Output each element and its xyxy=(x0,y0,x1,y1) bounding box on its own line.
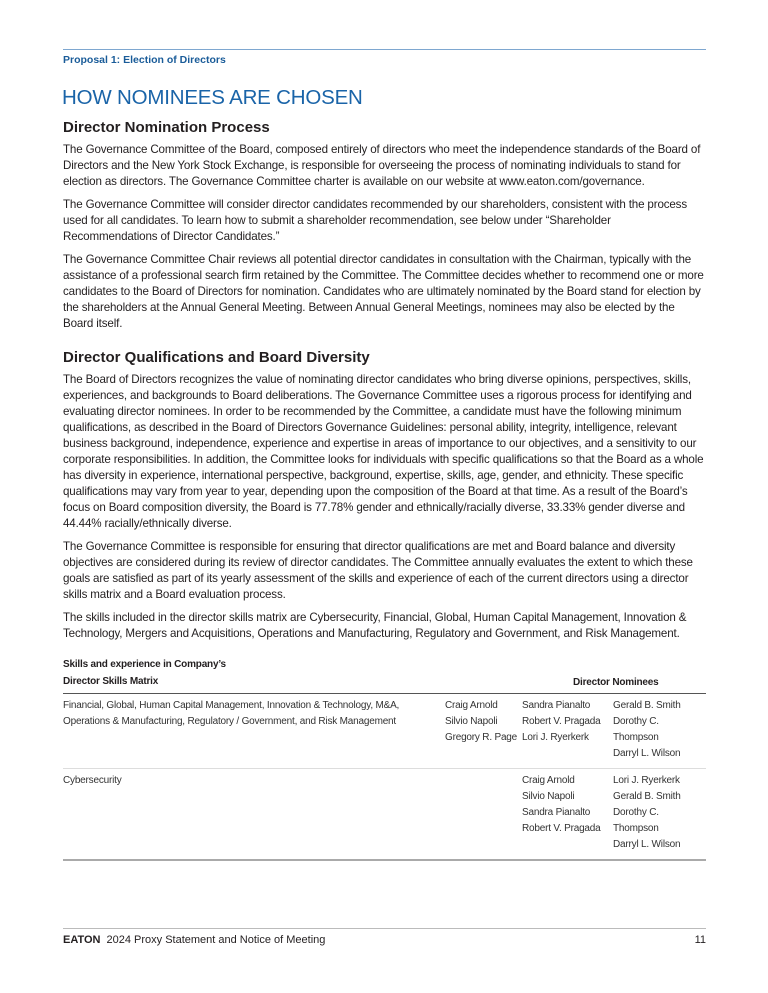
skills-matrix-table xyxy=(63,656,706,861)
nominee-name: Sandra Pianalto xyxy=(522,807,591,818)
paragraph: The Governance Committee of the Board, composed entirely of directors who meet the independence standards of the Board of Directors and the New York Stock Exchange, is responsible for overseeing the process of nominating individuals to stand for election as directors. The Governance Committee charter is available on our website at www.eaton.com/governance. xyxy=(63,143,701,188)
paragraph: The skills included in the director skills matrix are Cybersecurity, Financial, Global, Human Capital Management, Innovation & Technology, Mergers and Acquisitions, Operations and Manufacturing, Regulatory and Government, and Risk Management. xyxy=(63,611,687,640)
nominee-name: Dorothy C. Thompson xyxy=(613,716,659,743)
section-heading: Director Nomination Process xyxy=(63,119,270,136)
column-header-skills-1: Skills and experience in Company’s xyxy=(63,659,226,670)
column-header-nominees: Director Nominees xyxy=(573,677,659,688)
nominee-name: Silvio Napoli xyxy=(522,791,575,802)
paragraph: The Governance Committee will consider director candidates recommended by our shareholders, consistent with the process used for all candidates. To learn how to submit a shareholder recommendation, see below under “Shareholder Recommendations of Director Candidates.” xyxy=(63,198,687,243)
nominee-column xyxy=(613,698,706,762)
skills-cell: Cybersecurity xyxy=(63,775,122,786)
nominee-name: Darryl L. Wilson xyxy=(613,839,681,850)
footer-text: 2024 Proxy Statement and Notice of Meeting xyxy=(106,934,326,946)
skills-cell: Financial, Global, Human Capital Management, Innovation & Technology, M&A, Operations & Manufacturing, Regulatory / Government, and Risk Management xyxy=(63,700,400,727)
header-rule xyxy=(63,49,706,50)
nominee-name: Darryl L. Wilson xyxy=(613,748,681,759)
footer-rule xyxy=(63,928,706,929)
nominee-column xyxy=(445,698,522,762)
column-header-skills-2: Director Skills Matrix xyxy=(63,676,159,687)
page-footer xyxy=(63,934,706,946)
body-content xyxy=(63,118,706,649)
nominee-column xyxy=(445,773,522,853)
paragraph: The Governance Committee is responsible for ensuring that director qualifications are met and Board balance and diversity objectives are considered during its review of director candidates. The Committee annually evaluates the extent to which these goals are satisfied as part of its yearly assessment of the skills and experience of each of the current directors using a director skills matrix and a Board evaluation process. xyxy=(63,540,693,601)
page-number: 11 xyxy=(694,934,706,946)
paragraph: The Governance Committee Chair reviews all potential director candidates in consultation with the Chairman, typically with the assistance of a professional search firm retained by the Committee. The Committee decides whether to recommend one or more candidates to the Board of Directors for nomination. Candidates who are ultimately nominated by the Board stand for election by the shareholders at the Annual General Meeting. Between Annual General Meetings, nominees may also be elected by the Board itself. xyxy=(63,253,704,330)
nominee-name: Gerald B. Smith xyxy=(613,791,681,802)
nominee-name: Craig Arnold xyxy=(445,700,498,711)
table-row xyxy=(63,769,706,861)
nominee-column xyxy=(522,773,613,853)
paragraph: The Board of Directors recognizes the value of nominating director candidates who bring diverse opinions, perspectives, skills, experiences, and backgrounds to Board deliberations. The Governance Committee uses a rigorous process for identifying and evaluating director nominees. In order to be recommended by the Committee, a candidate must have the following minimum qualifications, as described in the Board of Directors Governance Guidelines: personal ability, integrity, intelligence, relevant business background, independence, experience and expertise in areas of importance to our objectives, and a sensitivity to our corporate responsibilities. In addition, the Committee looks for individuals with specific qualifications so that the Board as a whole has diversity in experience, international perspective, background, expertise, skills, age, gender, and ethnicity. These specific qualifications may vary from year to year, depending upon the composition of the Board at that time. As a result of the Board’s focus on Board composition diversity, the Board is 77.78% gender and ethnically/racially diverse, 33.33% gender diverse and 44.44% racially/ethnically diverse. xyxy=(63,373,704,530)
section-label: Proposal 1: Election of Directors xyxy=(63,54,226,66)
nominee-name: Dorothy C. Thompson xyxy=(613,807,659,834)
table-header xyxy=(63,656,706,694)
nominee-name: Silvio Napoli xyxy=(445,716,498,727)
nominee-name: Craig Arnold xyxy=(522,775,575,786)
nominee-name: Robert V. Pragada xyxy=(522,823,601,834)
nominee-name: Gregory R. Page xyxy=(445,732,518,743)
nominee-name: Gerald B. Smith xyxy=(613,700,681,711)
page-title: HOW NOMINEES ARE CHOSEN xyxy=(62,86,363,109)
nominee-name: Lori J. Ryerkerk xyxy=(613,775,680,786)
nominee-name: Robert V. Pragada xyxy=(522,716,601,727)
section-heading: Director Qualifications and Board Diversity xyxy=(63,349,370,366)
table-row xyxy=(63,694,706,769)
nominee-column xyxy=(613,773,706,853)
nominee-column xyxy=(522,698,613,762)
nominee-name: Lori J. Ryerkerk xyxy=(522,732,589,743)
nominee-name: Sandra Pianalto xyxy=(522,700,591,711)
brand-logo: EATON xyxy=(63,934,101,946)
